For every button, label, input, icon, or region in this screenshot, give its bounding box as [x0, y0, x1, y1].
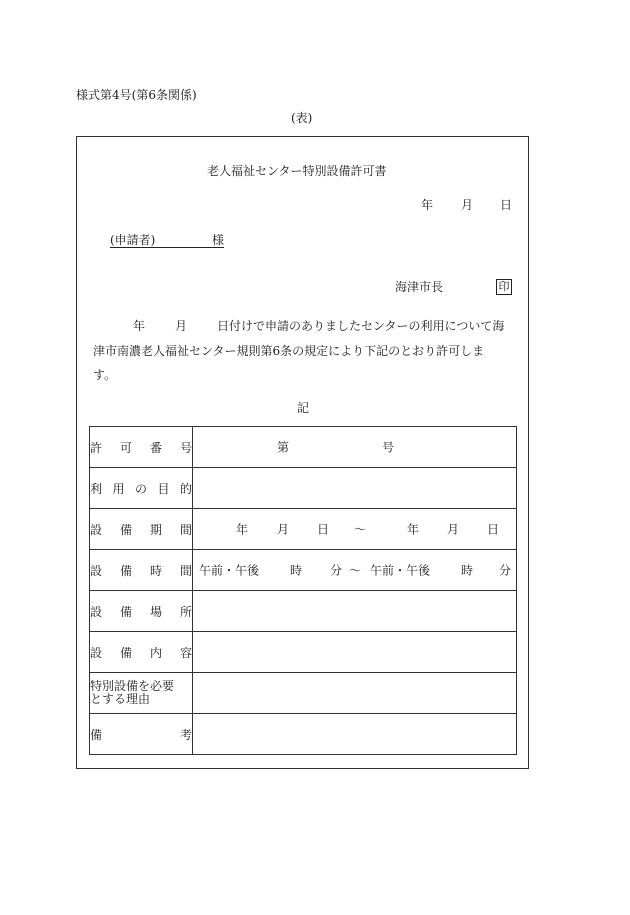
time-tilde: ～ [349, 563, 362, 578]
permit-dai: 第 [277, 440, 290, 455]
table-row [90, 591, 517, 632]
table-row [90, 550, 517, 591]
table-row [90, 427, 517, 468]
field-location[interactable] [193, 591, 517, 632]
side-label: (表) [291, 111, 313, 125]
table-row [90, 468, 517, 509]
label-remarks: 備 考 [90, 714, 193, 755]
label-permit-number: 許 可 番 号 [90, 427, 193, 468]
form-title: 老人福祉センター特別設備許可書 [207, 164, 387, 178]
details-table [89, 426, 517, 755]
field-time[interactable]: 午前・午後 時 分 ～ 午前・午後 時 分 [193, 550, 517, 591]
field-remarks[interactable] [193, 714, 517, 755]
date-year: 年 [421, 198, 434, 212]
field-content[interactable] [193, 632, 517, 673]
table-row [90, 673, 517, 714]
label-period: 設 備 期 間 [90, 509, 193, 550]
body-line3: す。 [93, 368, 117, 382]
form-number: 様式第4号(第6条関係) [76, 88, 197, 102]
issuer-name: 海津市長 [395, 280, 444, 294]
field-period[interactable]: 年 月 日 ～ 年 月 日 [193, 509, 517, 550]
body-month: 月 [175, 319, 188, 333]
table-row [90, 509, 517, 550]
date-month: 月 [461, 198, 474, 212]
applicant-honorific: 様 [212, 233, 225, 247]
field-permit-number[interactable] [193, 427, 517, 468]
period-tilde: ～ [354, 522, 367, 537]
label-purpose: 利 用 の 目 的 [90, 468, 193, 509]
seal-mark: 印 [496, 279, 512, 295]
label-time: 設 備 時 間 [90, 550, 193, 591]
label-content: 設 備 内 容 [90, 632, 193, 673]
applicant-label: (申請者) [110, 233, 156, 247]
date-day: 日 [500, 198, 513, 212]
body-line2: 津市南濃老人福祉センター規則第6条の規定により下記のとおり許可しま [93, 343, 485, 358]
field-purpose[interactable] [193, 468, 517, 509]
table-row [90, 632, 517, 673]
applicant-underline [110, 247, 224, 248]
record-heading: 記 [297, 401, 310, 415]
body-paragraph [93, 314, 523, 388]
field-reason[interactable] [193, 673, 517, 714]
body-line1-rest: 日付けで申請のありましたセンターの利用について海 [217, 319, 505, 333]
body-year: 年 [133, 319, 146, 333]
label-location: 設 備 場 所 [90, 591, 193, 632]
label-reason: 特別設備を必要 とする理由 [90, 673, 193, 714]
table-row [90, 714, 517, 755]
permit-go: 号 [382, 440, 395, 455]
